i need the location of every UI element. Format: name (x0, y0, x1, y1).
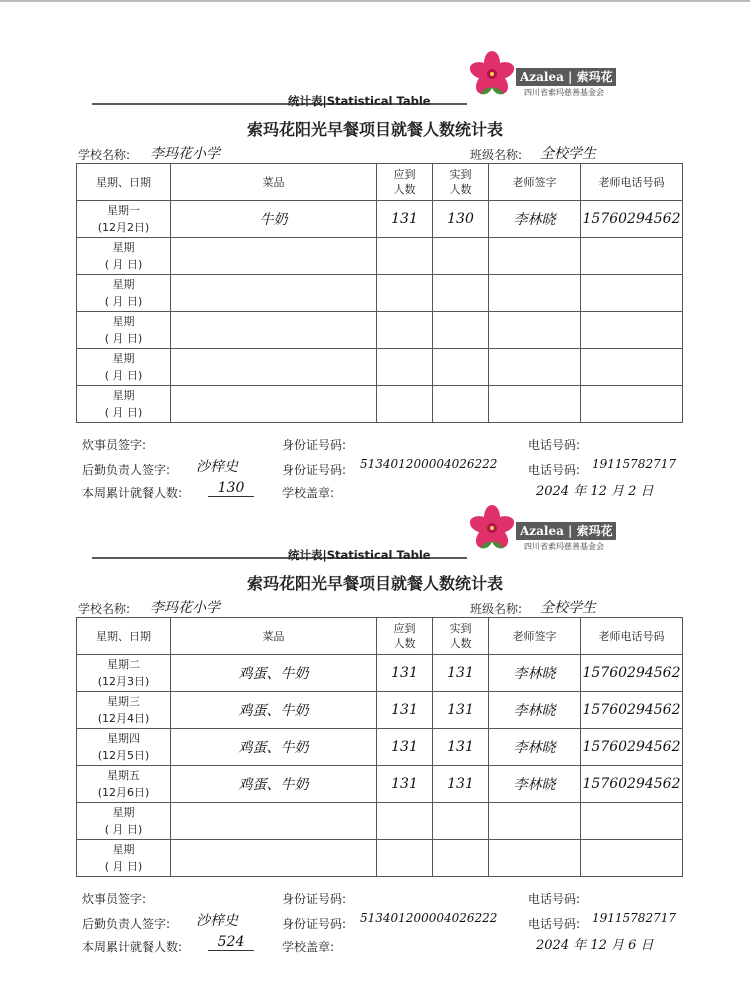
month-day-label: ( 月 日) (104, 369, 143, 382)
teacher-phone-cell: 15760294562 (582, 739, 681, 755)
table-row (77, 275, 683, 312)
header-teacher-phone: 老师电话号码 (581, 618, 683, 655)
weekday-label: 星期一 (107, 204, 140, 217)
month-day-label: ( 月 日) (104, 406, 143, 419)
weekday-label: 星期三 (107, 695, 140, 708)
statistical-table-label: 统计表|Statistical Table (288, 94, 431, 108)
brand-cn: 索玛花 (576, 524, 613, 538)
table-header-row (77, 618, 683, 655)
header-expected: 应到 人数 (377, 618, 433, 655)
actual-count-cell: 131 (447, 739, 474, 755)
phone-label-1: 电话号码: (528, 438, 581, 452)
phone-value-2: 19115782717 (592, 457, 676, 471)
header-date: 星期、日期 (77, 618, 171, 655)
weekday-label: 星期 (112, 278, 135, 291)
date-cell (77, 349, 171, 386)
weekly-total-value: 130 (208, 480, 254, 497)
date-cell (77, 655, 171, 692)
id-number-label-2: 身份证号码: (282, 917, 347, 931)
azalea-flower-icon (466, 504, 518, 556)
teacher-signature-cell: 李林晓 (513, 777, 556, 793)
phone-value-2: 19115782717 (592, 911, 676, 925)
attendance-table (76, 617, 683, 877)
month-day-label: ( 月 日) (104, 860, 143, 873)
table-row (77, 655, 683, 692)
weekday-label: 星期 (112, 389, 135, 402)
month-day-label: ( 月 日) (104, 332, 143, 345)
azalea-flower-icon (466, 50, 518, 102)
date-cell (77, 275, 171, 312)
table-row (77, 803, 683, 840)
statistics-form-2 (0, 454, 750, 954)
table-row (77, 729, 683, 766)
form-date: 2024 年 12 月 6 日 (536, 938, 654, 953)
azalea-logo (466, 504, 626, 556)
weekday-label: 星期 (112, 241, 135, 254)
teacher-signature-cell: 李林晓 (513, 666, 556, 682)
date-cell (77, 803, 171, 840)
teacher-phone-cell: 15760294562 (582, 665, 681, 681)
table-row (77, 692, 683, 729)
month-day-label: (12月3日) (97, 675, 150, 688)
foundation-name: 四川省索玛慈善基金会 (524, 542, 604, 551)
logo-band: Azalea | 索玛花 (516, 68, 616, 86)
table-row (77, 238, 683, 275)
expected-count-cell: 131 (391, 739, 418, 755)
brand-cn: 索玛花 (576, 70, 613, 84)
logistics-signature-label: 后勤负责人签字: (82, 917, 171, 931)
weekly-total-label: 本周累计就餐人数: (82, 486, 183, 500)
expected-count-cell: 131 (391, 776, 418, 792)
month-day-label: (12月2日) (97, 221, 150, 234)
teacher-phone-cell: 15760294562 (582, 702, 681, 718)
date-cell (77, 386, 171, 423)
class-name-label: 班级名称: (470, 148, 523, 162)
id-number-value-2: 513401200004026222 (360, 457, 498, 471)
weekday-label: 星期 (112, 315, 135, 328)
weekday-label: 星期五 (107, 769, 140, 782)
school-stamp-label: 学校盖章: (282, 940, 335, 954)
dish-cell: 鸡蛋、牛奶 (238, 703, 309, 719)
weekday-label: 星期四 (107, 732, 140, 745)
school-stamp-label: 学校盖章: (282, 486, 335, 500)
foundation-name: 四川省索玛慈善基金会 (524, 88, 604, 97)
dish-cell: 牛奶 (259, 212, 288, 228)
school-name-label: 学校名称: (78, 602, 131, 616)
table-row (77, 386, 683, 423)
class-name-value: 全校学生 (540, 600, 596, 616)
attendance-table (76, 163, 683, 423)
table-header-row (77, 164, 683, 201)
month-day-label: ( 月 日) (104, 823, 143, 836)
date-cell (77, 312, 171, 349)
date-cell (77, 840, 171, 877)
phone-label-1: 电话号码: (528, 892, 581, 906)
header-expected: 应到 人数 (377, 164, 433, 201)
logo-band: Azalea | 索玛花 (516, 522, 616, 540)
phone-label-2: 电话号码: (528, 463, 581, 477)
header-teacher-phone: 老师电话号码 (581, 164, 683, 201)
id-number-value-2: 513401200004026222 (360, 911, 498, 925)
table-row (77, 201, 683, 238)
teacher-signature-cell: 李林晓 (513, 703, 556, 719)
expected-count-cell: 131 (391, 702, 418, 718)
weekday-label: 星期 (112, 352, 135, 365)
month-day-label: (12月5日) (97, 749, 150, 762)
teacher-phone-cell: 15760294562 (582, 211, 681, 227)
id-number-label-1: 身份证号码: (282, 438, 347, 452)
form-date: 2024 年 12 月 2 日 (536, 484, 654, 499)
header-actual: 实到 人数 (433, 164, 489, 201)
azalea-logo (466, 50, 626, 102)
class-name-value: 全校学生 (540, 146, 596, 162)
expected-count-cell: 131 (391, 211, 418, 227)
header-teacher-sign: 老师签字 (489, 164, 581, 201)
logistics-signature-value: 沙梓史 (196, 913, 238, 929)
id-number-label-1: 身份证号码: (282, 892, 347, 906)
table-row (77, 312, 683, 349)
actual-count-cell: 131 (447, 702, 474, 718)
month-day-label: ( 月 日) (104, 295, 143, 308)
school-name-label: 学校名称: (78, 148, 131, 162)
actual-count-cell: 131 (447, 665, 474, 681)
actual-count-cell: 131 (447, 776, 474, 792)
date-cell (77, 238, 171, 275)
date-cell (77, 766, 171, 803)
dish-cell: 鸡蛋、牛奶 (238, 777, 309, 793)
date-cell (77, 201, 171, 238)
header-date: 星期、日期 (77, 164, 171, 201)
brand-en: Azalea (520, 524, 564, 538)
statistical-table-label: 统计表|Statistical Table (288, 548, 431, 562)
weekday-label: 星期 (112, 843, 135, 856)
month-day-label: (12月6日) (97, 786, 150, 799)
dish-cell: 鸡蛋、牛奶 (238, 666, 309, 682)
school-name-value: 李玛花小学 (150, 146, 220, 162)
table-row (77, 349, 683, 386)
weekday-label: 星期 (112, 806, 135, 819)
cook-signature-label: 炊事员签字: (82, 892, 147, 906)
weekly-total-label: 本周累计就餐人数: (82, 940, 183, 954)
form-title: 索玛花阳光早餐项目就餐人数统计表 (246, 120, 503, 139)
logistics-signature-label: 后勤负责人签字: (82, 463, 171, 477)
class-name-label: 班级名称: (470, 602, 523, 616)
dish-cell: 鸡蛋、牛奶 (238, 740, 309, 756)
cook-signature-label: 炊事员签字: (82, 438, 147, 452)
phone-label-2: 电话号码: (528, 917, 581, 931)
date-cell (77, 692, 171, 729)
header-teacher-sign: 老师签字 (489, 618, 581, 655)
id-number-label-2: 身份证号码: (282, 463, 347, 477)
month-day-label: ( 月 日) (104, 258, 143, 271)
brand-en: Azalea (520, 70, 564, 84)
header-actual: 实到 人数 (433, 618, 489, 655)
teacher-signature-cell: 李林晓 (513, 212, 556, 228)
table-row (77, 840, 683, 877)
weekday-label: 星期二 (107, 658, 140, 671)
form-title: 索玛花阳光早餐项目就餐人数统计表 (246, 574, 503, 593)
header-dish: 菜品 (171, 618, 377, 655)
actual-count-cell: 130 (447, 211, 474, 227)
expected-count-cell: 131 (391, 665, 418, 681)
teacher-phone-cell: 15760294562 (582, 776, 681, 792)
table-row (77, 766, 683, 803)
month-day-label: (12月4日) (97, 712, 150, 725)
weekly-total-value: 524 (208, 934, 254, 951)
logistics-signature-value: 沙梓史 (196, 459, 238, 475)
school-name-value: 李玛花小学 (150, 600, 220, 616)
teacher-signature-cell: 李林晓 (513, 740, 556, 756)
header-dish: 菜品 (171, 164, 377, 201)
date-cell (77, 729, 171, 766)
